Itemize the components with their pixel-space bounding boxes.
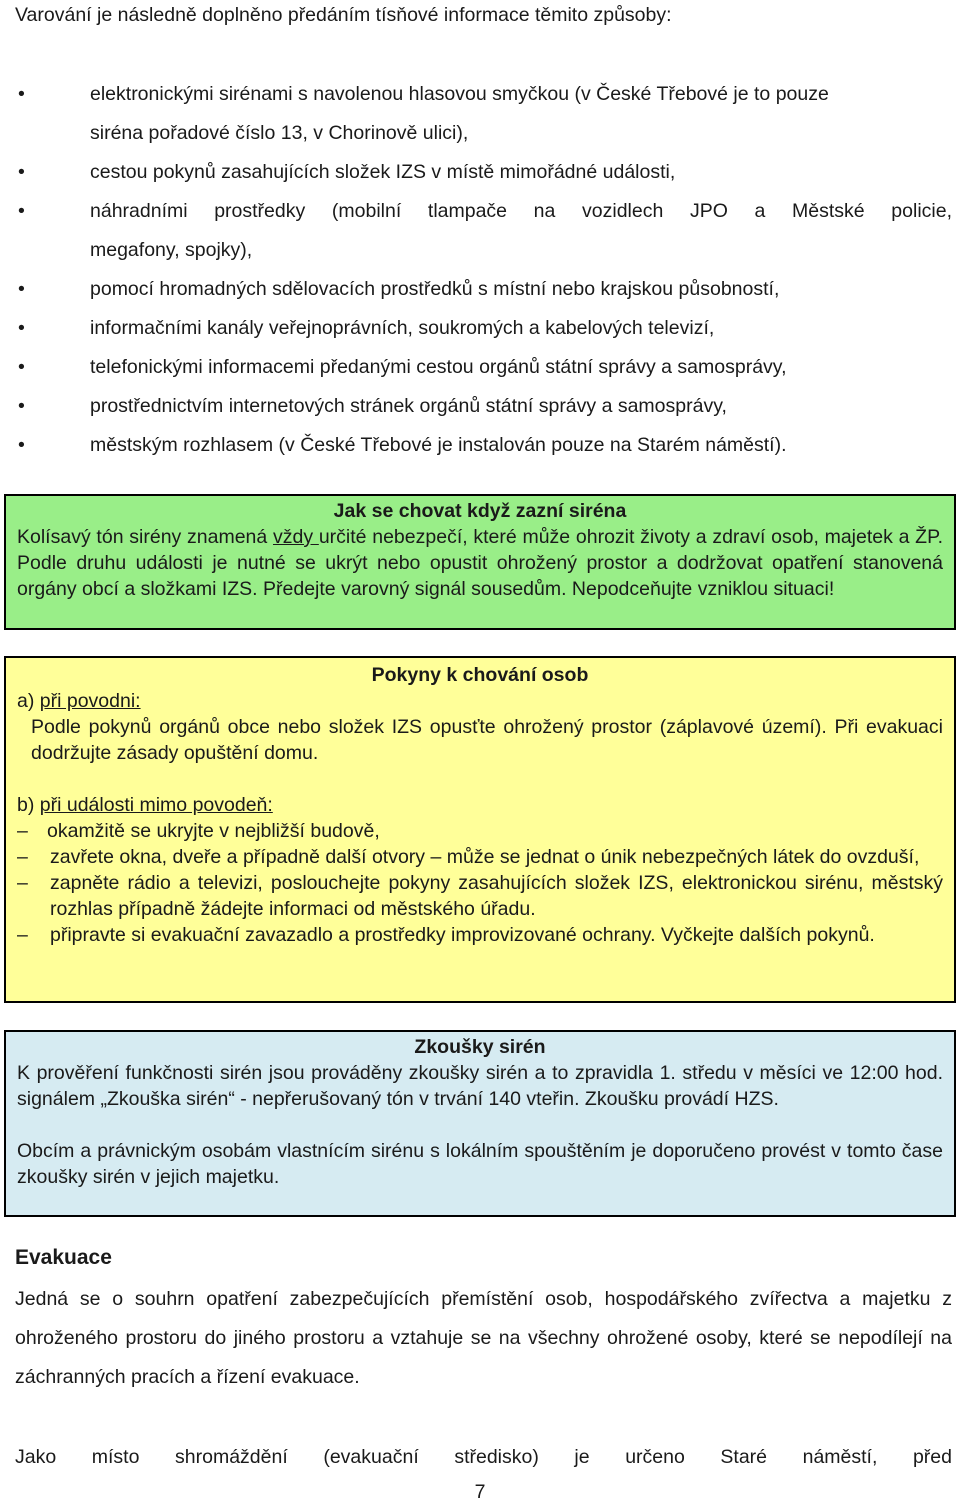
evacuation-text: Jedná se o souhrn opatření zabezpečujících přemístění osob, hospodářského zvířectva a majetku z ohroženého prostoru do jiného prostoru a vztahuje se na všechny ohrožené osoby, které se nepodílejí na záchranných pracích a řízení evakuace. [15,1288,952,1388]
instruction-item: – zavřete okna, dveře a případně další otvory – může se jednat o únik nebezpečných látek do ovzduší, [17,846,920,868]
siren-behavior-box [4,494,956,630]
flood-instructions: Podle pokynů orgánů obce nebo složek IZS opusťte ohrožený prostor (záplavové území). Při evakuaci dodržujte zásady opuštění domu. [31,716,943,764]
tests-paragraph: K prověření funkčnosti sirén jsou prováděny zkoušky sirén a to zpravidla 1. středu v měsíci ve 12:00 hod. signálem „Zkouška sirén“ - nepřerušovaný tón v trvání 140 vteřin. Zkoušku provádí HZS. [17,1062,943,1110]
bullet-icon: • [18,278,25,300]
bullet-icon: • [18,200,25,222]
intro-text: Varování je následně doplněno předáním tísňové informace těmito způsoby: [15,4,672,26]
list-item: • elektronickými sirénami s navolenou hlasovou smyčkou (v České Třebové je to pouze [0,75,960,114]
evacuation-continued-text: Jako místo shromáždění (evakuační středisko) je určeno Staré náměstí, před [15,1446,952,1468]
list-item: • městským rozhlasem (v České Třebové je instalován pouze na Starém náměstí). [0,426,960,465]
list-item: • pomocí hromadných sdělovacích prostředků s místní nebo krajskou působností, [0,270,960,309]
bullet-icon: • [18,434,25,456]
bullet-icon: • [18,317,25,339]
bullet-icon: • [18,83,25,105]
evacuation-heading: Evakuace [15,1246,112,1269]
dash-icon: – [17,820,28,842]
instruction-item: – zapněte rádio a televizi, poslouchejte pokyny zasahujících složek IZS, elektronickou sirénu, městský rozhlas případně žádejte informaci od městského úřadu. [17,872,943,920]
tests-box-title: Zkoušky sirén [414,1036,546,1058]
behavior-instructions-box [4,656,956,1003]
tests-paragraph: Obcím a právnickým osobám vlastnícím sirénu s lokálním spouštěním je doporučeno provést v tomto čase zkoušky sirén v jejich majetku. [17,1140,943,1188]
page-number: 7 [474,1481,486,1503]
list-item: • informačními kanály veřejnoprávních, soukromých a kabelových televizí, [0,309,960,348]
non-flood-heading: b) při události mimo povodeň: [17,794,273,816]
list-item-continuation: siréna pořadové číslo 13, v Chorinově ulici), [90,122,469,144]
instruction-item: – připravte si evakuační zavazadlo a prostředky improvizované ochrany. Vyčkejte dalších pokynů. [17,924,875,946]
list-item: • prostřednictvím internetových stránek orgánů státní správy a samosprávy, [0,387,960,426]
siren-box-text: Kolísavý tón sirény znamená vždy určité nebezpečí, které může ohrozit životy a zdraví osob, majetek a ŽP. Podle druhu události je nutné se ukrýt nebo opustit ohrožený prostor a dodržovat opatření stanovená orgány obcí a složkami IZS. Předejte varovný signál sousedům. Nepodceňujte vzniklou situaci! [17,526,944,600]
list-item: • cestou pokynů zasahujících složek IZS v místě mimořádné události, [0,153,960,192]
bullet-icon: • [18,356,25,378]
dash-icon: – [17,846,28,868]
flood-heading: a) při povodni: [17,690,141,712]
list-item: • náhradními prostředky (mobilní tlampače na vozidlech JPO a Městské policie, [0,192,960,231]
behavior-box-title: Pokyny k chování osob [371,664,589,686]
dash-icon: – [17,872,28,894]
siren-box-title: Jak se chovat když zazní siréna [333,500,627,522]
siren-tests-box [4,1030,956,1217]
instruction-item: – okamžitě se ukryjte v nejbližší budově, [17,820,380,842]
list-item: • telefonickými informacemi předanými cestou orgánů státní správy a samosprávy, [0,348,960,387]
bullet-icon: • [18,161,25,183]
bullet-icon: • [18,395,25,417]
list-item-continuation: megafony, spojky), [90,239,253,261]
dash-icon: – [17,924,28,946]
notification-methods-list [0,75,960,465]
